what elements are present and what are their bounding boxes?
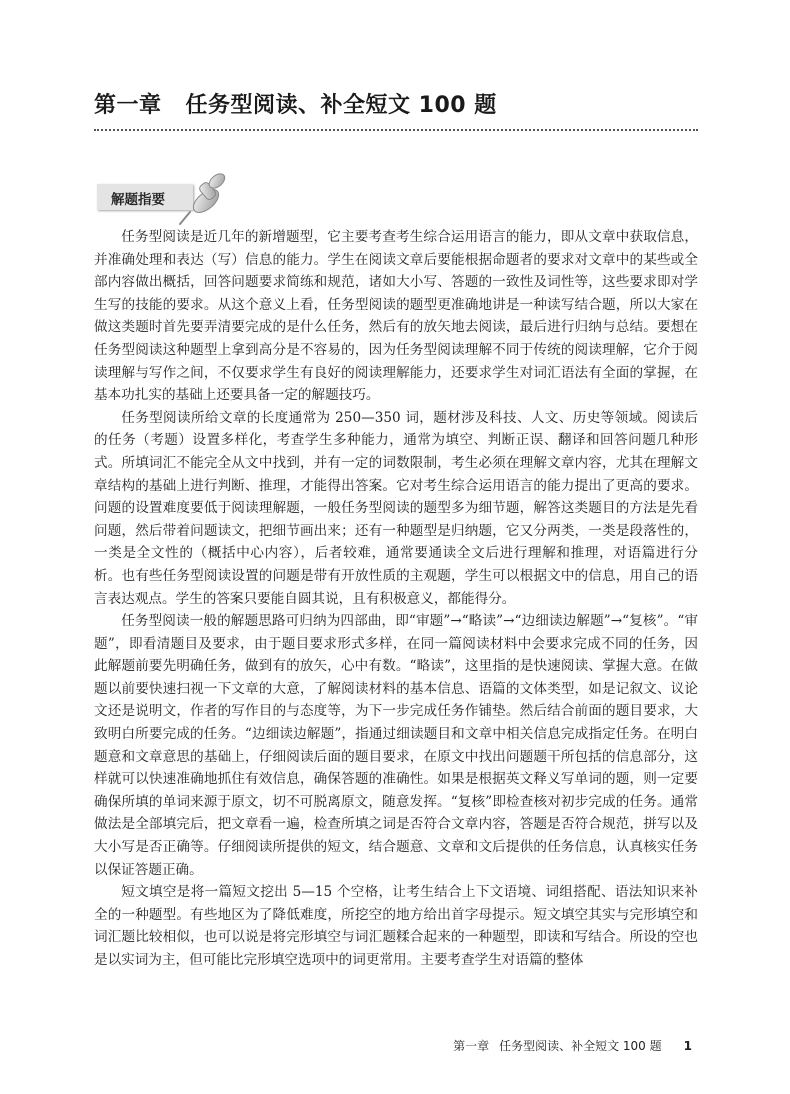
footer-chapter: 第一章 <box>453 1039 490 1053</box>
title-divider <box>94 129 698 131</box>
article-body <box>94 226 698 972</box>
footer-title: 任务型阅读、补全短文 100 题 <box>499 1039 662 1053</box>
paragraph: 任务型阅读所给文章的长度通常为 250—350 词，题材涉及科技、人文、历史等领域。阅读后的任务（考题）设置多样化，考查学生多种能力，通常为填空、判断正误、翻译和回答问题几种形式。所填词汇不能完全从文中找到，并有一定的词数限制，考生必须在理解文章内容，尤其在理解文章结构的基础上进行判断、推理，才能得出答案。它对考生综合运用语言的能力提出了更高的要求。问题的设置难度要低于阅读理解题，一般任务型阅读的题型多为细节题，解答这类题目的方法是先看问题，然后带着问题读文，把细节画出来；还有一种题型是归纳题，它又分两类，一类是段落性的，一类是全文性的（概括中心内容），后者较难，通常要通读全文后进行理解和推理，对语篇进行分析。也有些任务型阅读设置的问题是带有开放性质的主观题，学生可以根据文中的信息，用自己的语言表达观点。学生的答案只要能自圆其说，且有积极意义，都能得分。 <box>94 409 698 607</box>
paragraph: 短文填空是将一篇短文挖出 5—15 个空格，让考生结合上下文语境、词组搭配、语法知识来补全的一种题型。有些地区为了降低难度，所挖空的地方给出首字母提示。短文填空其实与完形填空和词汇题比较相似，也可以说是将完形填空与词汇题糅合起来的一种题型，即读和写结合。所设的空也是以实词为主，但可能比完形填空选项中的词更常用。主要考查学生对语篇的整体 <box>94 884 698 968</box>
paragraph: 任务型阅读一般的解题思路可归纳为四部曲，即“审题”→“略读”→“边细读边解题”→“复核”。“审题”，即看清题目及要求，由于题目要求形式多样，在同一篇阅读材料中会要求完成不同的任务，因此解题前要先明确任务，做到有的放矢，心中有数。“略读”，这里指的是快速阅读、掌握大意。在做题以前要快速扫视一下文章的大意，了解阅读材料的基本信息、语篇的文体类型，如是记叙文、议论文还是说明文，作者的写作目的与态度等，为下一步完成任务作铺垫。然后结合前面的题目要求，大致明白所要完成的任务。“边细读边解题”，指通过细读题目和文章中相关信息完成指定任务。在明白题意和文章意思的基础上，仔细阅读后面的题目要求，在原文中找出问题题干所包括的信息部分，这样就可以快速准确地抓住有效信息，确保答题的准确性。如果是根据英文释义写单词的题，则一定要确保所填的单词来源于原文，切不可脱离原文，随意发挥。“复核”即检查核对初步完成的任务。通常做法是全部填完后，把文章看一遍，检查所填之词是否符合文章内容，答题是否符合规范，拼写以及大小写是否正确等。仔细阅读所提供的短文，结合题意、文章和文后提供的任务信息，认真核实任务以保证答题正确。 <box>94 613 698 878</box>
chapter-number: 第一章 <box>94 93 162 118</box>
page-number: 1 <box>683 1039 692 1053</box>
pushpin-icon <box>176 170 232 226</box>
chapter-title: 任务型阅读、补全短文 100 题 <box>185 93 497 118</box>
section-tag-label: 解题指要 <box>111 192 165 208</box>
page-footer <box>453 1037 692 1054</box>
paragraph: 任务型阅读是近几年的新增题型，它主要考查考生综合运用语言的能力，即从文章中获取信息，并准确处理和表达（写）信息的能力。学生在阅读文章后要能根据命题者的要求对文章中的某些或全部内容做出概括，回答问题要求简练和规范，诸如大小写、答题的一致性及词性等，这些要求即对学生写的技能的要求。从这个意义上看，任务型阅读的题型更准确地讲是一种读写结合题，所以大家在做这类题时首先要弄清要完成的是什么任务，然后有的放矢地去阅读，最后进行归纳与总结。要想在任务型阅读这种题型上拿到高分是不容易的，因为任务型阅读理解不同于传统的阅读理解，它介于阅读理解与写作之间，不仅要求学生有良好的阅读理解能力，还要求学生对词汇语法有全面的掌握，在基本功扎实的基础上还要具备一定的解题技巧。 <box>94 229 698 404</box>
chapter-heading <box>94 88 497 119</box>
